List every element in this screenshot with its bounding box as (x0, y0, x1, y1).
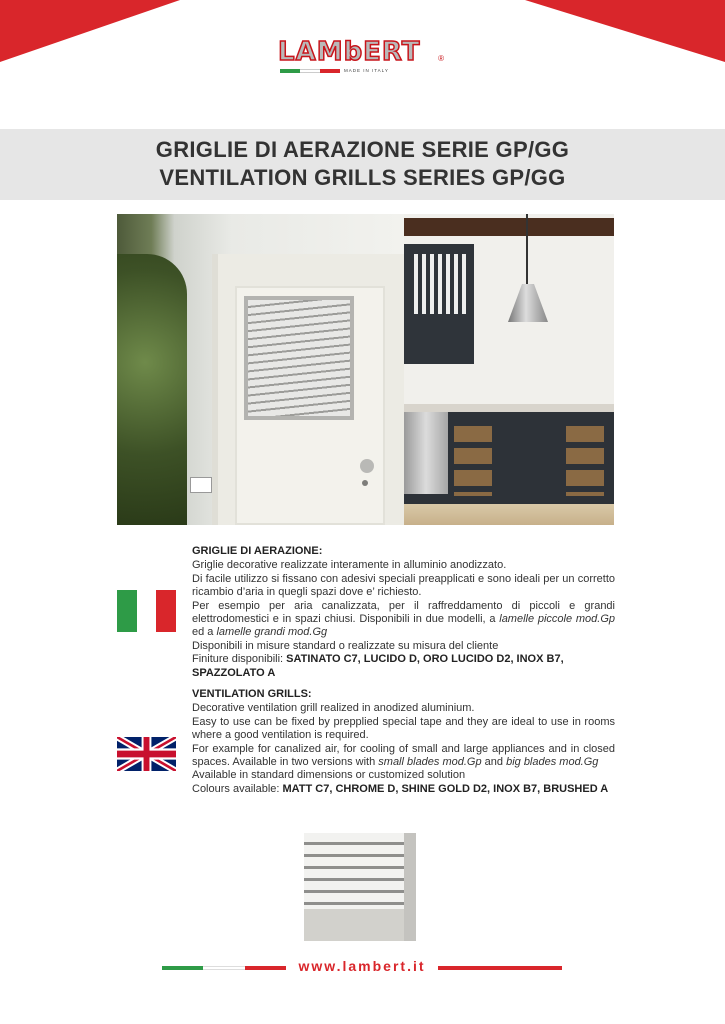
footer-red-line (438, 966, 562, 970)
english-p3-and: and (481, 756, 507, 769)
pendant-lamp (508, 284, 548, 322)
page-title-english: VENTILATION GRILLS SERIES GP/GG (159, 165, 566, 190)
english-p3-text: For example for canalized air, for cooling of small and large appliances and in closed spaces. Available in two versions with (192, 742, 615, 769)
italian-p2: Di facile utilizzo si fissano con adesivi speciali preapplicati e sono ideali per un corretto ricambio d’aria in quegli spazi dove e’ richiesto. (192, 572, 615, 599)
english-big-blades: big blades mod.Gg (506, 756, 599, 769)
registered-mark: ® (438, 54, 444, 63)
english-p3 (192, 743, 615, 770)
grill-slats (304, 833, 416, 909)
grill-edge (404, 833, 416, 941)
wicker-baskets-right (566, 426, 604, 496)
grill-frame (304, 909, 416, 941)
english-colours-label: Colours available: (192, 782, 283, 795)
english-colours (192, 783, 615, 796)
kitchen-photo (404, 214, 614, 525)
page-title-italian: GRIGLIE DI AERAZIONE SERIE GP/GG (155, 137, 570, 162)
plant (117, 254, 187, 525)
italian-finishes-label: Finiture disponibili: (192, 653, 287, 666)
plates (414, 254, 469, 314)
english-colours-values: MATT C7, CHROME D, SHINE GOLD D2, INOX B7, BRUSHED A (282, 782, 609, 795)
website-link[interactable]: www.lambert.it (298, 958, 426, 974)
ventilation-grill (244, 296, 354, 420)
countertop (404, 404, 614, 412)
english-p1: Decorative ventilation grill realized in anodized aluminium. (192, 702, 475, 715)
door-handle (360, 459, 374, 473)
italian-p4: Disponibili in misure standard o realizzate su misura del cliente (192, 639, 499, 652)
italian-p3-text: Per esempio per aria canalizzata, per il raffreddamento di piccoli e grandi elettrodomestici e in spazi chiusi. Disponibili in due modelli, a (192, 599, 615, 626)
italian-finishes (192, 653, 615, 680)
italian-p3 (192, 600, 615, 640)
italian-big-blades: lamelle grandi mod.Gg (216, 626, 328, 639)
uk-flag-icon (117, 737, 176, 771)
top-right-red-corner (525, 0, 725, 62)
italian-small-blades: lamelle piccole mod.Gp (499, 613, 615, 626)
dishwasher (404, 412, 448, 494)
wooden-floor (404, 504, 614, 525)
italian-heading: GRIGLIE DI AERAZIONE: (192, 545, 323, 557)
door-lock (362, 480, 368, 486)
italy-flag-icon (117, 590, 176, 632)
english-p2: Easy to use can be fixed by prepplied special tape and they are ideal to use in rooms where a good ventilation is required. (192, 715, 615, 742)
italian-finishes-values: SATINATO C7, LUCIDO D, ORO LUCIDO D2, INOX B7, SPAZZOLATO A (192, 653, 564, 679)
logo-wordmark: LAMbERT (278, 37, 421, 67)
door-grill-photo (117, 214, 404, 525)
english-small-blades: small blades mod.Gp (378, 756, 482, 769)
italian-p1: Griglie decorative realizzate interamente in alluminio anodizzato. (192, 559, 507, 572)
italian-p3-and: ed a (192, 626, 217, 639)
lamp-cord (526, 214, 528, 284)
english-description (192, 688, 615, 796)
italian-description (192, 545, 615, 680)
grill-closeup-photo (304, 833, 416, 941)
english-heading: VENTILATION GRILLS: (192, 688, 312, 700)
english-p4: Available in standard dimensions or customized solution (192, 769, 466, 782)
logo-tagline: MADE IN ITALY (344, 68, 389, 73)
lambert-logo (278, 36, 446, 76)
wicker-baskets (454, 426, 492, 496)
wooden-beam (404, 218, 614, 236)
top-left-red-corner (0, 0, 180, 62)
footer-italian-stripe (162, 966, 286, 970)
logo-italian-stripes (280, 69, 340, 73)
wall-switch (190, 477, 212, 493)
